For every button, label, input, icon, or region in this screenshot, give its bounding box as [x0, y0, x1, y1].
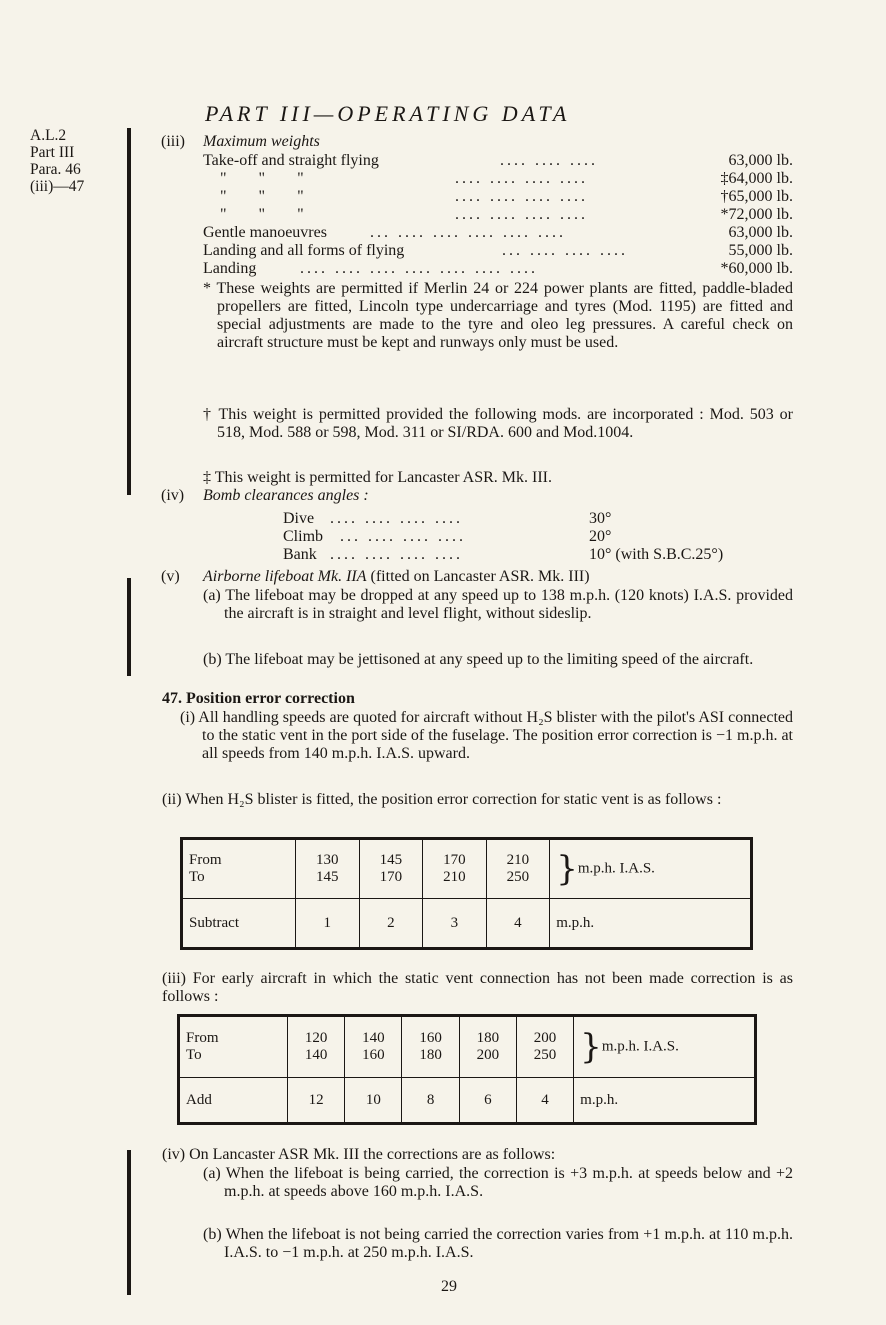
margin-reference	[30, 127, 84, 195]
angle-label: Bank	[283, 546, 317, 563]
leader-dots: .... .... ....	[500, 152, 598, 169]
correction-table-early	[177, 1014, 757, 1125]
pec-clause-iii: (iii) For early aircraft in which the static vent connection has not been made correction is as follows :	[162, 970, 793, 1005]
section-title-tail: (fitted on Lancaster ASR. Mk. III)	[370, 568, 590, 585]
leader-dots: ... .... .... ....	[502, 242, 628, 259]
correction-value: 2	[359, 899, 423, 949]
leader-dots: .... .... .... ....	[330, 510, 463, 527]
unit-cell: }m.p.h. I.A.S.	[574, 1016, 756, 1078]
leader-dots: .... .... .... ....	[455, 170, 588, 187]
correction-table-h2s	[180, 837, 753, 950]
angle-value: 30°	[589, 510, 612, 527]
section-title: Airborne lifeboat Mk. IIA	[203, 568, 367, 585]
page-header: PART III—OPERATING DATA	[205, 101, 571, 126]
pec-clause-i: (i) All handling speeds are quoted for aircraft without H₂S blister with the pilot's ASI connected to the static vent in the port side of the fuselage. The position error correction is −1 m.p.h. at all speeds from 140 m.p.h. I.A.S. upward.	[180, 709, 793, 762]
speed-range-cell: 140 160	[345, 1016, 402, 1078]
section-number: (iii)	[161, 133, 185, 150]
angle-value: 20°	[589, 528, 612, 545]
pec-clause-iv: (iv) On Lancaster ASR Mk. III the corrections are as follows:	[162, 1146, 556, 1163]
leader-dots: ... .... .... ....	[340, 528, 466, 545]
paragraph-heading: 47. Position error correction	[162, 690, 355, 707]
speed-range-cell: 130 145	[296, 839, 360, 899]
weight-value: 63,000 lb.	[728, 224, 793, 241]
leader-dots: .... .... .... ....	[330, 546, 463, 563]
weight-value: ‡64,000 lb.	[720, 170, 793, 187]
speed-range-cell: 180 200	[459, 1016, 516, 1078]
weight-value: *60,000 lb.	[720, 260, 793, 277]
section-title: Bomb clearances angles :	[203, 487, 369, 504]
section-number: (iv)	[161, 487, 185, 504]
revision-bar	[127, 578, 131, 676]
weight-note: * These weights are permitted if Merlin 24 or 224 power plants are fitted, paddle-bladed propellers are fitted, Lincoln type undercarriage and tyres (Mod. 1195) are fitted and special adjustments are made to the tyre and oleo leg pressures. A careful check on aircraft structure must be kept and runways only must be used.	[203, 280, 793, 351]
pec-clause-iv-b: (b) When the lifeboat is not being carried the correction varies from +1 m.p.h. at 110 m.p.h. I.A.S. to −1 m.p.h. at 250 m.p.h. I.A.S.	[203, 1226, 793, 1261]
angle-label: Dive	[283, 510, 315, 527]
unit-cell: m.p.h.	[550, 899, 752, 949]
correction-value: 3	[423, 899, 487, 949]
angle-label: Climb	[283, 528, 324, 545]
speed-range-cell: 210 250	[486, 839, 550, 899]
speed-range-cell: 200 250	[516, 1016, 573, 1078]
angle-value: 10° (with S.B.C.25°)	[589, 546, 724, 563]
revision-bar	[127, 1150, 131, 1295]
weight-label: " " "	[220, 188, 318, 205]
section-title-line	[203, 568, 590, 586]
lifeboat-note-b: (b) The lifeboat may be jettisoned at any speed up to the limiting speed of the aircraft.	[203, 651, 754, 668]
unit-cell: }m.p.h. I.A.S.	[550, 839, 752, 899]
pec-clause-ii: (ii) When H₂S blister is fitted, the position error correction for static vent is as follows :	[162, 791, 722, 808]
section-title: Maximum weights	[203, 133, 320, 150]
weight-note: ‡ This weight is permitted for Lancaster ASR. Mk. III.	[203, 469, 552, 486]
weight-note: † This weight is permitted provided the following mods. are incorporated : Mod. 503 or 518, Mod. 588 or 598, Mod. 311 or SI/RDA. 600 and Mod.1004.	[203, 406, 793, 441]
correction-value: 6	[459, 1078, 516, 1124]
weight-label: " " "	[220, 206, 318, 223]
weight-label: Landing	[203, 260, 257, 277]
leader-dots: .... .... .... ....	[455, 188, 588, 205]
weight-label: " " "	[220, 170, 318, 187]
correction-value: 1	[296, 899, 360, 949]
leader-dots: .... .... .... ....	[455, 206, 588, 223]
page-number: 29	[441, 1278, 457, 1295]
correction-value: 8	[402, 1078, 459, 1124]
unit-cell: m.p.h.	[574, 1078, 756, 1124]
lifeboat-note-a: (a) The lifeboat may be dropped at any speed up to 138 m.p.h. (120 knots) I.A.S. provided the aircraft is in straight and level flight, without sideslip.	[203, 587, 793, 622]
leader-dots: ... .... .... .... .... ....	[370, 224, 566, 241]
margin-ref-line: A.L.2	[30, 127, 67, 144]
margin-ref-line: Para. 46	[30, 161, 81, 178]
speed-range-cell: 160 180	[402, 1016, 459, 1078]
weight-label: Landing and all forms of flying	[203, 242, 405, 259]
correction-value: 4	[486, 899, 550, 949]
weight-value: 55,000 lb.	[728, 242, 793, 259]
speed-range-cell: 170 210	[423, 839, 487, 899]
leader-dots: .... .... .... .... .... .... ....	[300, 260, 538, 277]
margin-ref-line: Part III	[30, 144, 75, 161]
margin-ref-line: (iii)—47	[30, 178, 85, 195]
correction-value: 12	[288, 1078, 345, 1124]
section-number: (v)	[161, 568, 180, 585]
row-label: Subtract	[182, 899, 296, 949]
row-label: From To	[179, 1016, 288, 1078]
row-label: From To	[182, 839, 296, 899]
row-label: Add	[179, 1078, 288, 1124]
weight-value: 63,000 lb.	[728, 152, 793, 169]
weight-value: *72,000 lb.	[720, 206, 793, 223]
pec-clause-iv-a: (a) When the lifeboat is being carried, the correction is +3 m.p.h. at speeds below and +2 m.p.h. at speeds above 160 m.p.h. I.A.S.	[203, 1165, 793, 1200]
speed-range-cell: 145 170	[359, 839, 423, 899]
speed-range-cell: 120 140	[288, 1016, 345, 1078]
revision-bar	[127, 128, 131, 495]
weight-value: †65,000 lb.	[720, 188, 793, 205]
weight-label: Take-off and straight flying	[203, 152, 379, 169]
correction-value: 10	[345, 1078, 402, 1124]
weight-label: Gentle manoeuvres	[203, 224, 327, 241]
correction-value: 4	[516, 1078, 573, 1124]
